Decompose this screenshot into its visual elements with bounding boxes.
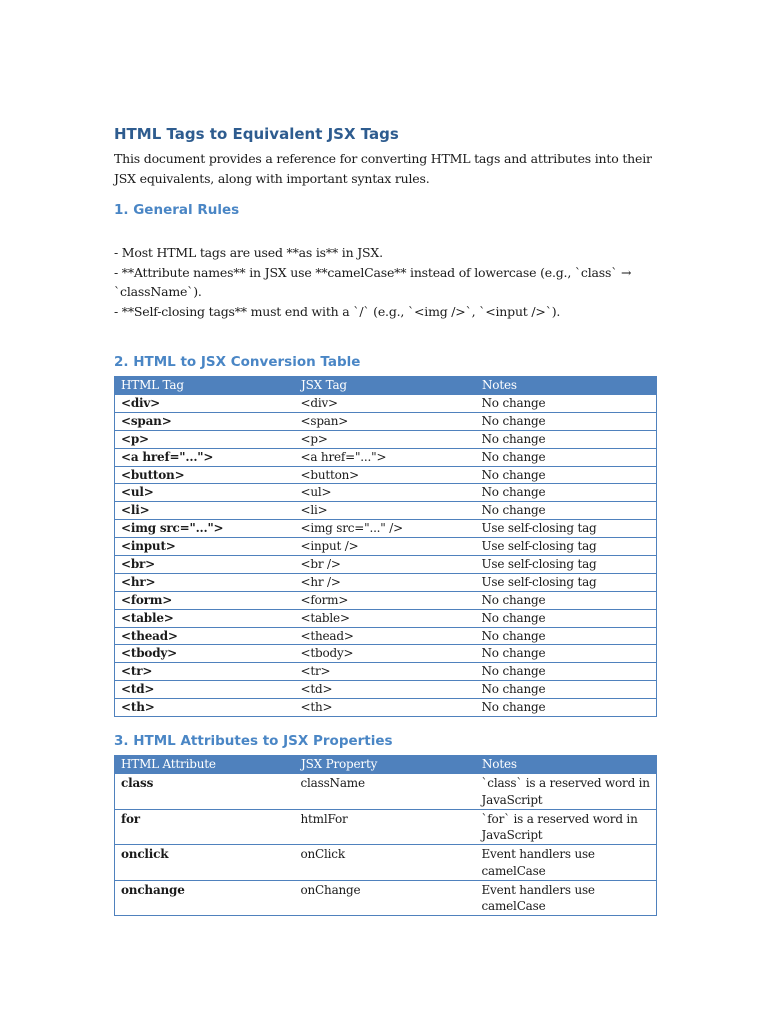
section-heading-attributes: 3. HTML Attributes to JSX Properties	[114, 733, 393, 749]
table-cell: <ul>	[115, 484, 295, 502]
conversion-table	[114, 376, 657, 717]
table-cell: No change	[476, 627, 657, 645]
table-row	[115, 699, 657, 717]
table-cell: No change	[476, 645, 657, 663]
table-cell: <tbody>	[295, 645, 476, 663]
table-cell: <img src="...">	[115, 520, 295, 538]
table-row	[115, 466, 657, 484]
table-cell: Use self-closing tag	[476, 520, 657, 538]
table-cell: <ul>	[295, 484, 476, 502]
table-row	[115, 774, 657, 810]
table-cell: <table>	[295, 609, 476, 627]
table-cell: <a href="...">	[295, 448, 476, 466]
table-row	[115, 809, 657, 845]
table-cell: <button>	[295, 466, 476, 484]
table-cell: <li>	[295, 502, 476, 520]
table-cell: <tr>	[115, 663, 295, 681]
table-cell: <hr />	[295, 573, 476, 591]
table-cell: <form>	[295, 591, 476, 609]
column-header-html-attribute: HTML Attribute	[115, 756, 295, 774]
table-cell: No change	[476, 430, 657, 448]
table-row	[115, 395, 657, 413]
table-cell: <input>	[115, 538, 295, 556]
table-row	[115, 430, 657, 448]
column-header-jsx-tag: JSX Tag	[295, 377, 476, 395]
table-cell: No change	[476, 699, 657, 717]
table-cell: <a href="...">	[115, 448, 295, 466]
table-cell: <td>	[295, 681, 476, 699]
table-cell: <p>	[295, 430, 476, 448]
section-heading-conversion-table: 2. HTML to JSX Conversion Table	[114, 354, 361, 370]
table-cell: className	[295, 774, 476, 810]
attributes-table	[114, 755, 657, 916]
table-cell: <tr>	[295, 663, 476, 681]
table-cell: No change	[476, 502, 657, 520]
table-row	[115, 663, 657, 681]
table-cell: <div>	[295, 395, 476, 413]
table-cell: <th>	[295, 699, 476, 717]
intro-paragraph: This document provides a reference for converting HTML tags and attributes into their JSX equivalents, along with important syntax rules.	[114, 151, 652, 186]
table-cell: <button>	[115, 466, 295, 484]
table-row	[115, 538, 657, 556]
table-cell: No change	[476, 466, 657, 484]
table-row	[115, 412, 657, 430]
table-cell: No change	[476, 412, 657, 430]
table-cell: <td>	[115, 681, 295, 699]
table-cell: onclick	[115, 845, 295, 881]
table-cell: `class` is a reserved word in JavaScript	[476, 774, 657, 810]
table-cell: onchange	[115, 880, 295, 916]
table-header-row	[115, 756, 657, 774]
column-header-jsx-property: JSX Property	[295, 756, 476, 774]
table-cell: <thead>	[115, 627, 295, 645]
table-cell: <br />	[295, 556, 476, 574]
general-rules-list	[114, 243, 656, 321]
table-cell: No change	[476, 681, 657, 699]
table-row	[115, 573, 657, 591]
table-row	[115, 448, 657, 466]
table-cell: Use self-closing tag	[476, 573, 657, 591]
table-row	[115, 880, 657, 916]
table-cell: <div>	[115, 395, 295, 413]
table-cell: <span>	[295, 412, 476, 430]
table-row	[115, 645, 657, 663]
table-row	[115, 556, 657, 574]
table-cell: No change	[476, 609, 657, 627]
table-cell: <form>	[115, 591, 295, 609]
rule-item: - Most HTML tags are used **as is** in JSX.	[114, 245, 383, 260]
table-cell: `for` is a reserved word in JavaScript	[476, 809, 657, 845]
table-cell: No change	[476, 484, 657, 502]
table-cell: <tbody>	[115, 645, 295, 663]
table-cell: for	[115, 809, 295, 845]
table-cell: <hr>	[115, 573, 295, 591]
section-heading-general-rules: 1. General Rules	[114, 202, 240, 218]
table-row	[115, 502, 657, 520]
document-title: HTML Tags to Equivalent JSX Tags	[114, 125, 399, 143]
rule-item: - **Attribute names** in JSX use **camelCase** instead of lowercase (e.g., `class` → `className`).	[114, 264, 632, 299]
table-row	[115, 520, 657, 538]
table-cell: <span>	[115, 412, 295, 430]
table-row	[115, 609, 657, 627]
table-cell: No change	[476, 395, 657, 413]
table-header-row	[115, 377, 657, 395]
table-cell: <li>	[115, 502, 295, 520]
table-cell: <thead>	[295, 627, 476, 645]
table-cell: <table>	[115, 609, 295, 627]
rule-item: - **Self-closing tags** must end with a `/` (e.g., `<img />`, `<input />`).	[114, 303, 561, 319]
column-header-html-tag: HTML Tag	[115, 377, 295, 395]
table-cell: <input />	[295, 538, 476, 556]
table-cell: <th>	[115, 699, 295, 717]
table-row	[115, 681, 657, 699]
table-cell: Event handlers use camelCase	[476, 880, 657, 916]
table-cell: No change	[476, 591, 657, 609]
table-cell: Use self-closing tag	[476, 556, 657, 574]
table-cell: No change	[476, 448, 657, 466]
table-cell: Use self-closing tag	[476, 538, 657, 556]
table-row	[115, 591, 657, 609]
table-cell: Event handlers use camelCase	[476, 845, 657, 881]
table-cell: htmlFor	[295, 809, 476, 845]
table-cell: <p>	[115, 430, 295, 448]
column-header-notes: Notes	[476, 756, 657, 774]
table-row	[115, 845, 657, 881]
table-row	[115, 627, 657, 645]
table-cell: onChange	[295, 880, 476, 916]
table-cell: <img src="..." />	[295, 520, 476, 538]
table-cell: onClick	[295, 845, 476, 881]
table-cell: <br>	[115, 556, 295, 574]
table-cell: class	[115, 774, 295, 810]
table-cell: No change	[476, 663, 657, 681]
column-header-notes: Notes	[476, 377, 657, 395]
table-row	[115, 484, 657, 502]
